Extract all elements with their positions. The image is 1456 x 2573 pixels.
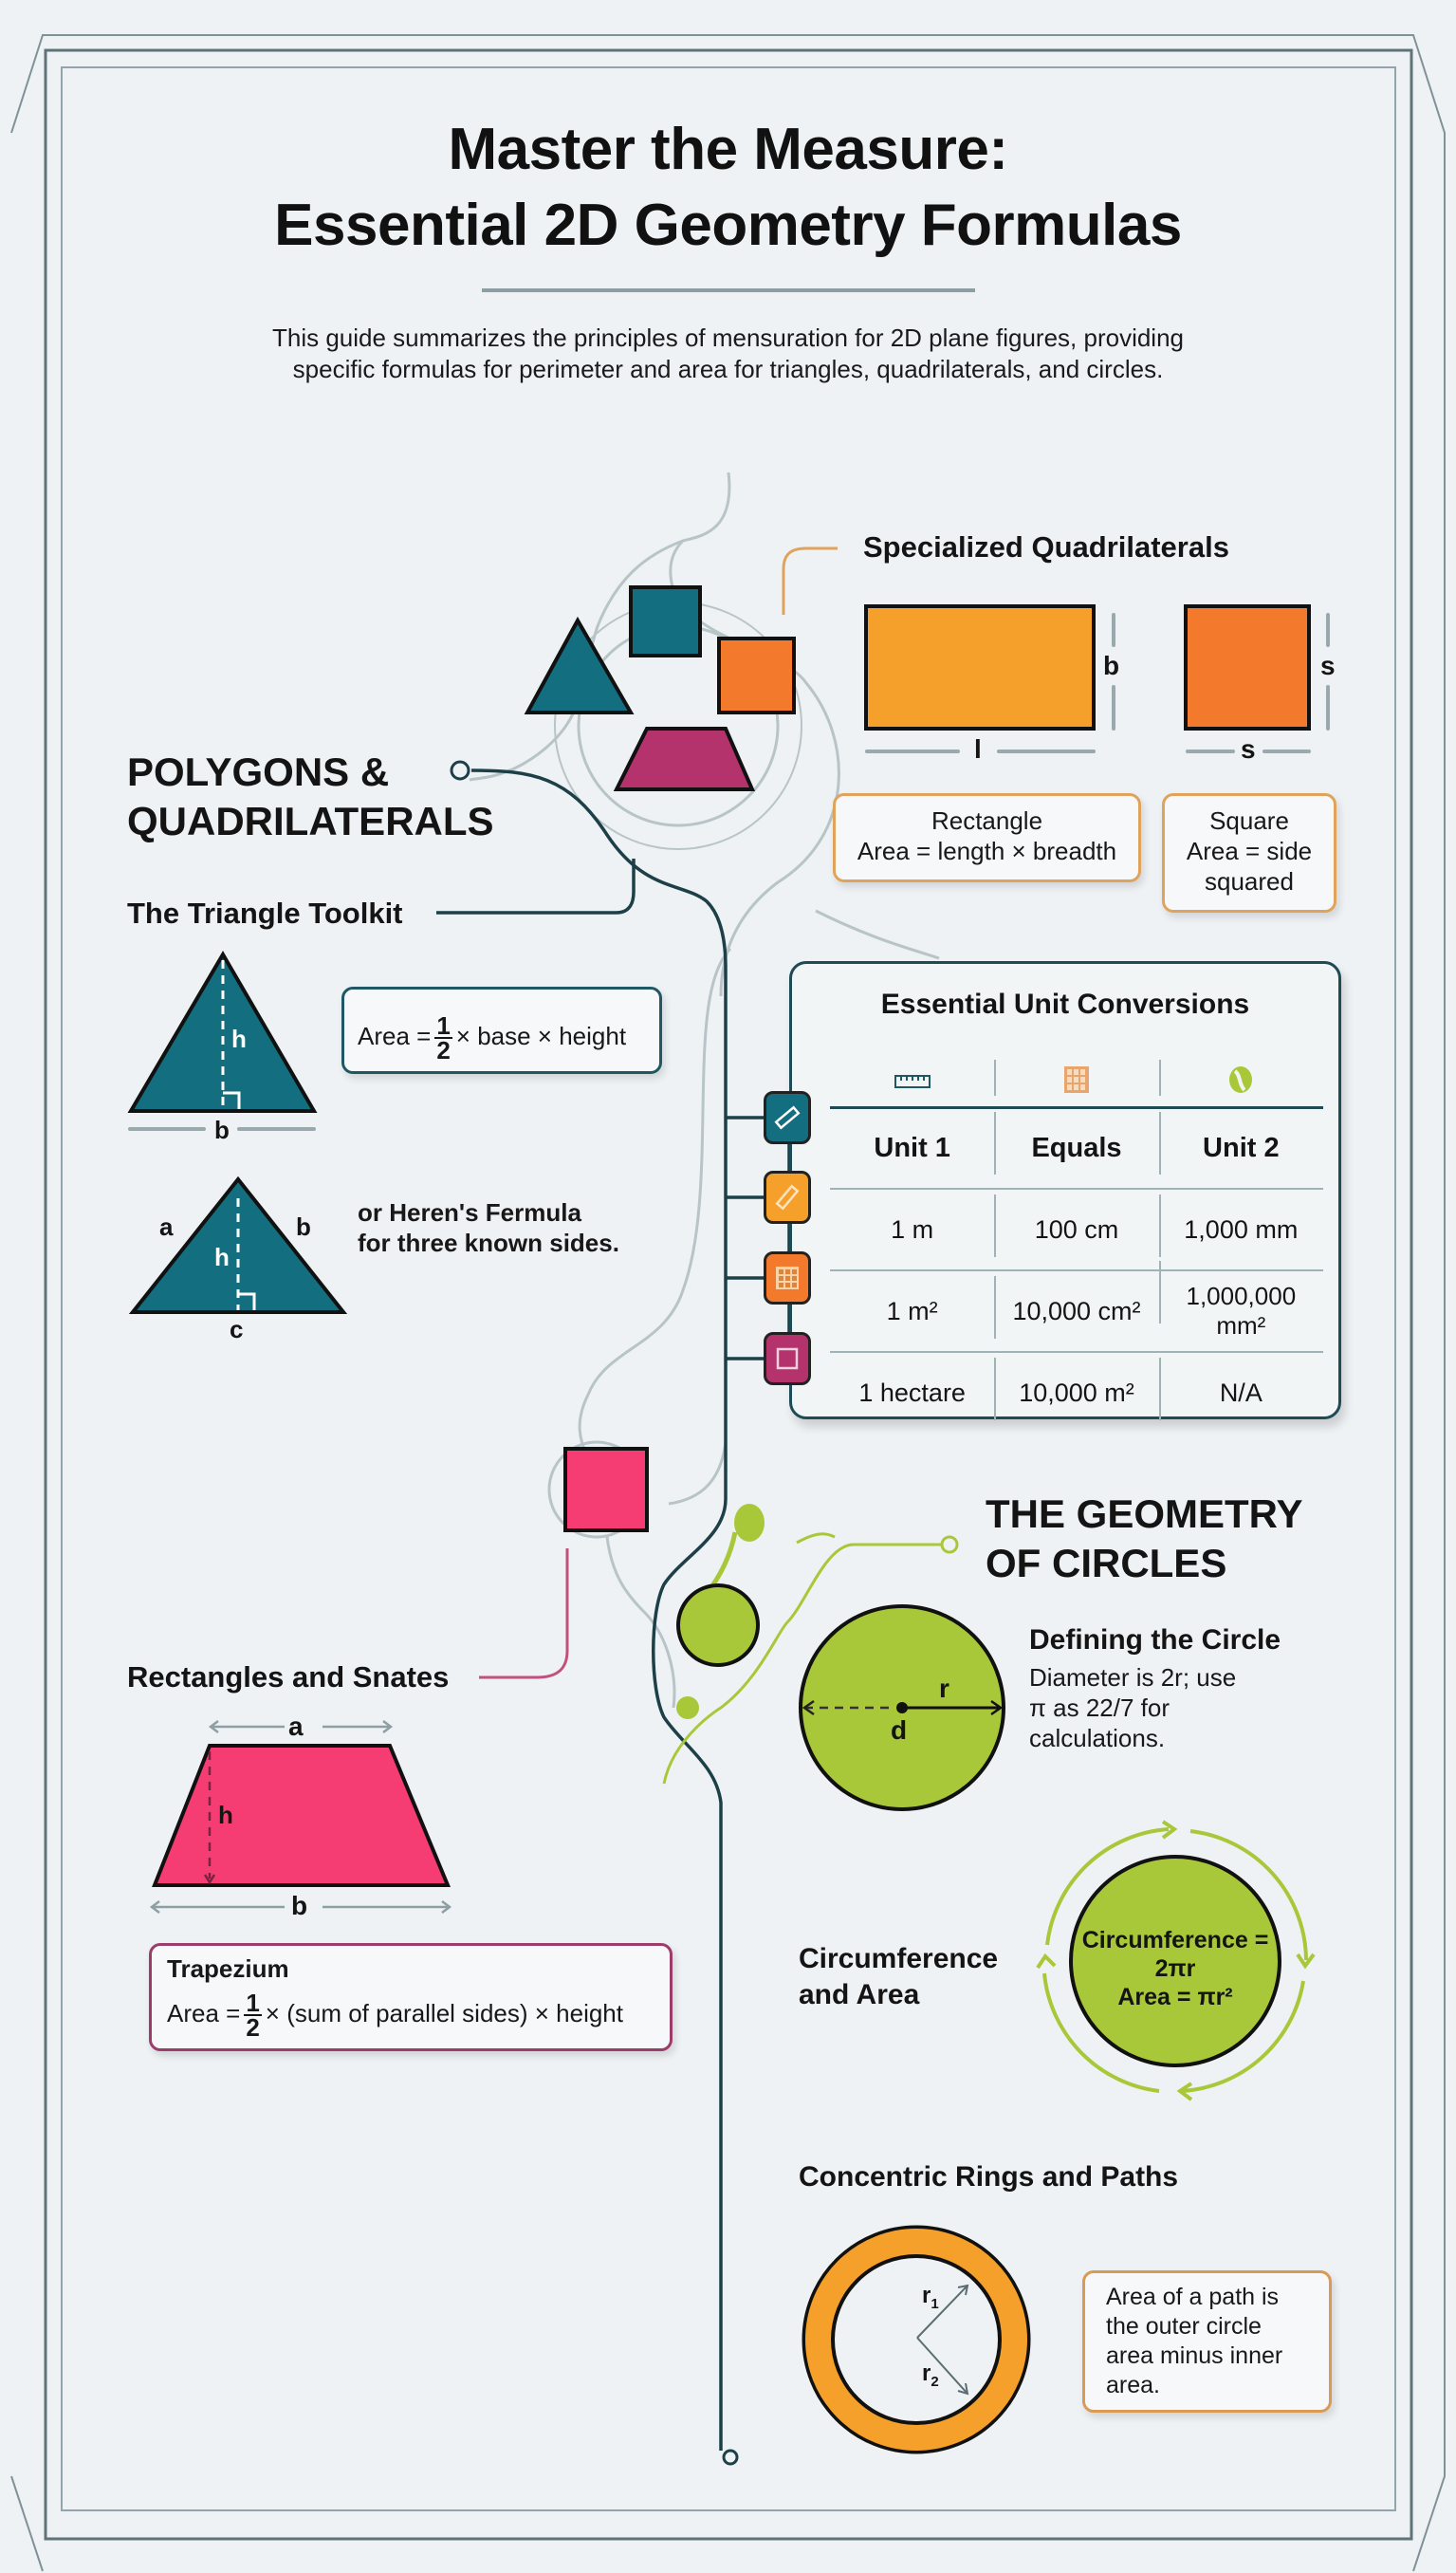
unit-conversions-title: Essential Unit Conversions bbox=[880, 989, 1250, 1020]
column-header-equals: Equals bbox=[994, 1133, 1158, 1164]
table-cell: 100 cm bbox=[994, 1215, 1158, 1245]
circumference-heading-line-1: Circumference bbox=[799, 1943, 999, 1974]
triangle1-height-label: h bbox=[231, 1025, 247, 1053]
column-header-unit1: Unit 1 bbox=[874, 1133, 950, 1163]
rectangle-name: Rectangle bbox=[931, 806, 1043, 835]
r1-base: r bbox=[922, 2283, 931, 2308]
trapezium-top-label: a bbox=[288, 1712, 304, 1741]
rectangle-bottom-label: l bbox=[974, 734, 982, 764]
circles-heading-line-2: OF CIRCLES bbox=[986, 1541, 1227, 1585]
title-line-2: Essential 2D Geometry Formulas bbox=[274, 193, 1182, 258]
defining-body-line-2: π as 22/7 for bbox=[1029, 1694, 1170, 1722]
fraction-numerator: 1 bbox=[246, 1989, 260, 2017]
polygons-heading-line-2: QUADRILATERALS bbox=[127, 799, 494, 843]
fraction-denominator: 2 bbox=[436, 1036, 451, 1064]
herons-line-1: or Heren's Fermula bbox=[358, 1198, 581, 1227]
triangle-toolkit-heading: The Triangle Toolkit bbox=[127, 897, 403, 930]
rectangle-side-label: b bbox=[1103, 651, 1120, 680]
triangle2-side-c-label: c bbox=[230, 1315, 244, 1343]
square-name: Square bbox=[1209, 806, 1289, 835]
ring-r2-label bbox=[922, 2360, 939, 2390]
formula-prefix: Area = bbox=[167, 1998, 241, 2027]
path-callout-line-1: Area of a path is bbox=[1106, 2284, 1280, 2310]
table-cell: 1 hectare bbox=[858, 1378, 966, 1407]
triangle1-base-label: b bbox=[214, 1116, 230, 1144]
square-formula-line-2: squared bbox=[1205, 867, 1294, 896]
formula-suffix: × base × height bbox=[455, 1021, 627, 1050]
r2-subscript: 2 bbox=[931, 2373, 939, 2390]
specialized-quadrilaterals-heading: Specialized Quadrilaterals bbox=[863, 530, 1229, 564]
ring-r1-label bbox=[922, 2283, 939, 2312]
table-cell: 10,000 cm² bbox=[994, 1297, 1158, 1326]
square-bottom-label: s bbox=[1241, 734, 1256, 764]
square-formula-line-1: Area = side bbox=[1186, 837, 1313, 865]
table-cell: 1,000,000 mm² bbox=[1159, 1282, 1323, 1341]
table-cell: 10,000 m² bbox=[994, 1379, 1158, 1408]
trapezium-height-label: h bbox=[218, 1801, 233, 1829]
square-side-label: s bbox=[1320, 651, 1336, 680]
table-cell: 1,000 mm bbox=[1159, 1215, 1323, 1245]
defining-circle-icon bbox=[801, 1606, 1004, 1809]
polygons-heading-line-1: POLYGONS & bbox=[127, 750, 390, 794]
r2-base: r bbox=[922, 2360, 931, 2386]
path-callout-line-4: area. bbox=[1106, 2372, 1160, 2398]
path-area-callout bbox=[1082, 2270, 1332, 2413]
formula-suffix: × (sum of parallel sides) × height bbox=[265, 1998, 623, 2027]
triangle2-side-b-label: b bbox=[296, 1212, 311, 1241]
column-header-unit2: Unit 2 bbox=[1159, 1133, 1323, 1164]
circumference-heading-line-2: and Area bbox=[799, 1979, 920, 2010]
circumference-area-heading bbox=[799, 1941, 998, 2013]
title-line-1: Master the Measure: bbox=[448, 117, 1008, 182]
path-callout-line-2: the outer circle bbox=[1106, 2313, 1262, 2340]
circumference-formula-line-2: 2πr bbox=[1154, 1955, 1196, 1982]
triangle2-height-label: h bbox=[214, 1243, 230, 1271]
trapezium-callout-title: Trapezium bbox=[167, 1954, 289, 1983]
rectangles-and-shapes-heading: Rectangles and Snates bbox=[127, 1660, 450, 1694]
defining-body-line-3: calculations. bbox=[1029, 1724, 1166, 1752]
circle-radius-label: r bbox=[939, 1674, 949, 1703]
page-subtitle: This guide summarizes the principles of mensuration for 2D plane figures, providing specific formulas for perimeter and area for triangles, quadrilaterals, and circles. bbox=[271, 324, 1185, 383]
formula-prefix: Area = bbox=[358, 1021, 432, 1050]
table-cell: 1 m bbox=[891, 1214, 934, 1244]
fraction-denominator: 2 bbox=[246, 2013, 260, 2042]
defining-circle-heading: Defining the Circle bbox=[1029, 1624, 1281, 1656]
circumference-formula-line-1: Circumference = bbox=[1081, 1927, 1269, 1953]
fraction-numerator: 1 bbox=[436, 1011, 451, 1040]
concentric-ring-icon bbox=[804, 2228, 1028, 2452]
area-formula-line: Area = πr² bbox=[1117, 1984, 1233, 2010]
defining-circle-body bbox=[1029, 1662, 1236, 1753]
trapezium-bottom-label: b bbox=[291, 1891, 308, 1920]
circumference-area-formula bbox=[1071, 1926, 1280, 2011]
triangle2-side-a-label: a bbox=[159, 1212, 174, 1241]
concentric-rings-heading: Concentric Rings and Paths bbox=[799, 2161, 1179, 2193]
path-callout-line-3: area minus inner bbox=[1106, 2342, 1283, 2369]
rectangle-formula: Area = length × breadth bbox=[857, 837, 1117, 865]
table-cell: N/A bbox=[1159, 1379, 1323, 1408]
defining-body-line-1: Diameter is 2r; use bbox=[1029, 1663, 1237, 1692]
circle-diameter-label: d bbox=[891, 1715, 908, 1745]
herons-line-2: for three known sides. bbox=[358, 1229, 619, 1257]
r1-subscript: 1 bbox=[931, 2295, 939, 2312]
circles-heading-line-1: THE GEOMETRY bbox=[986, 1491, 1303, 1536]
table-cell: 1 m² bbox=[886, 1296, 938, 1325]
